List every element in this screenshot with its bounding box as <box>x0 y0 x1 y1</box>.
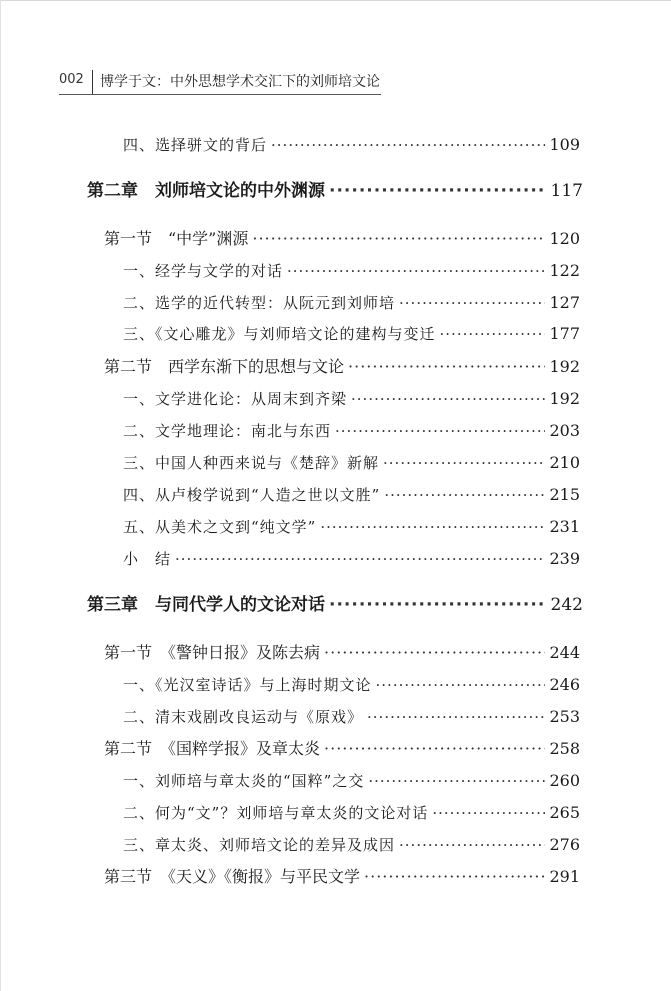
toc-entry-page: 231 <box>549 517 580 536</box>
toc-entry <box>123 322 580 346</box>
toc-section-title: 第一节 《警钟日报》及陈去病 <box>104 643 321 662</box>
toc-entry-page: 127 <box>549 293 580 312</box>
toc-section-title: 第三节 《天义》《衡报》与平民文学 <box>104 867 361 886</box>
toc-entry-page: 109 <box>549 135 580 154</box>
toc-entry-page: 192 <box>549 389 580 408</box>
toc-section-page: 192 <box>549 357 580 376</box>
dot-leader <box>175 547 545 571</box>
dot-leader <box>271 133 545 157</box>
toc-entry-page: 239 <box>549 549 580 568</box>
toc-entry-title: 四、选择骈文的背后 <box>123 136 268 154</box>
toc-entry-title: 三、中国人种西来说与《楚辞》新解 <box>123 454 380 472</box>
toc-chapter <box>87 593 583 617</box>
toc-section <box>104 865 580 889</box>
dot-leader <box>329 179 547 203</box>
dot-leader <box>351 387 545 411</box>
toc-entry-page: 177 <box>549 324 580 343</box>
toc-entry-page: 246 <box>549 675 580 694</box>
toc-entry-title: 二、文学地理论：南北与东西 <box>123 422 332 440</box>
toc-entry-title: 一、刘师培与章太炎的“国粹”之交 <box>123 772 365 790</box>
toc-section <box>104 227 580 251</box>
toc-chapter-title: 第二章 刘师培文论的中外渊源 <box>87 181 325 201</box>
toc-section-page: 291 <box>549 867 580 886</box>
toc-entry <box>123 705 580 729</box>
dot-leader <box>324 737 545 761</box>
toc-entry-title: 五、从美术之文到“纯文学” <box>123 518 317 536</box>
toc-entry <box>123 801 580 825</box>
toc-entry-title: 二、选学的近代转型：从阮元到刘师培 <box>123 294 396 312</box>
toc-entry <box>123 769 580 793</box>
toc-section <box>104 737 580 761</box>
dot-leader <box>252 227 545 251</box>
toc-entry-title: 三、章太炎、刘师培文论的差异及成因 <box>123 836 396 854</box>
toc-entry-title: 三、《文心雕龙》与刘师培文论的建构与变迁 <box>123 325 436 343</box>
dot-leader <box>287 259 545 283</box>
header-rule <box>59 94 381 95</box>
toc-entry <box>123 451 580 475</box>
running-title: 博学于文：中外思想学术交汇下的刘师培文论 <box>100 74 380 90</box>
dot-leader <box>383 451 545 475</box>
toc-entry-title: 一、《光汉室诗话》与上海时期文论 <box>123 676 372 694</box>
toc-entry <box>123 387 580 411</box>
dot-leader <box>376 673 546 697</box>
dot-leader <box>384 483 545 507</box>
toc-entry-page: 253 <box>549 707 580 726</box>
toc-section <box>104 641 580 665</box>
dot-leader <box>335 419 545 443</box>
toc-entry-page: 265 <box>549 803 580 822</box>
toc-section-page: 258 <box>549 739 580 758</box>
dot-leader <box>399 833 545 857</box>
running-header <box>59 70 379 92</box>
toc-entry <box>123 515 580 539</box>
toc-entry <box>123 673 580 697</box>
dot-leader <box>320 515 545 539</box>
toc-section-page: 244 <box>549 643 580 662</box>
toc-section-title: 第二节 西学东渐下的思想与文论 <box>104 357 345 376</box>
toc-entry-page: 260 <box>549 771 580 790</box>
dot-leader <box>364 865 545 889</box>
toc-chapter-page: 242 <box>550 595 583 615</box>
toc-entry <box>123 259 580 283</box>
toc-entry-page: 203 <box>549 421 580 440</box>
toc-section-page: 120 <box>549 229 580 248</box>
toc-entry-title: 二、清末戏剧改良运动与《原戏》 <box>123 708 364 726</box>
toc-chapter-title: 第三章 与同代学人的文论对话 <box>87 595 325 615</box>
toc-entry <box>123 419 580 443</box>
toc-section <box>104 355 580 379</box>
dot-leader <box>440 322 546 346</box>
toc-entry <box>123 133 580 157</box>
toc-entry-page: 276 <box>549 835 580 854</box>
page-number: 002 <box>59 72 84 87</box>
dot-leader <box>324 641 545 665</box>
dot-leader <box>348 355 545 379</box>
toc-entry-page: 210 <box>549 453 580 472</box>
toc-chapter-page: 117 <box>550 181 583 201</box>
header-separator <box>92 70 93 94</box>
toc-entry-title: 一、经学与文学的对话 <box>123 262 284 280</box>
toc-entry-title: 小 结 <box>123 550 172 568</box>
dot-leader <box>368 769 545 793</box>
toc-entry <box>123 291 580 315</box>
toc-entry <box>123 547 580 571</box>
toc-entry-title: 二、何为“文”？刘师培与章太炎的文论对话 <box>123 804 429 822</box>
toc-section-title: 第一节 “中学”渊源 <box>104 229 249 248</box>
toc-entry-page: 122 <box>549 261 580 280</box>
toc-entry <box>123 483 580 507</box>
toc-chapter <box>87 179 583 203</box>
dot-leader <box>432 801 545 825</box>
toc-section-title: 第二节 《国粹学报》及章太炎 <box>104 739 321 758</box>
toc-entry <box>123 833 580 857</box>
dot-leader <box>367 705 545 729</box>
dot-leader <box>399 291 545 315</box>
page-top-edge <box>0 0 671 1</box>
dot-leader <box>329 593 547 617</box>
toc-entry-page: 215 <box>549 485 580 504</box>
page-left-edge <box>0 0 1 991</box>
toc-entry-title: 一、文学进化论：从周末到齐梁 <box>123 390 348 408</box>
toc-entry-title: 四、从卢梭学说到“人造之世以文胜” <box>123 486 381 504</box>
